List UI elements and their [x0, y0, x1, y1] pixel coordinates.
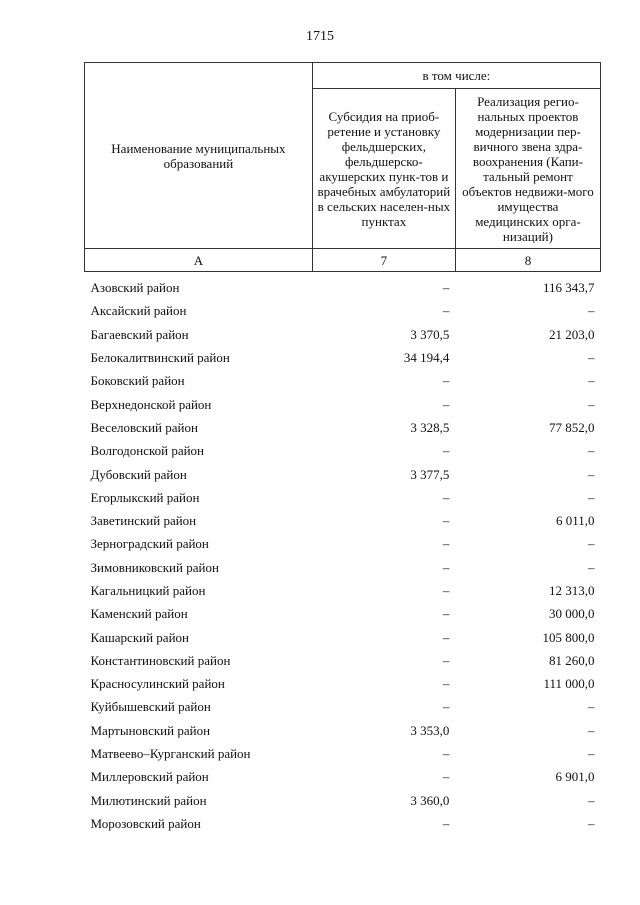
value-col-8: – [588, 303, 595, 319]
table-row [85, 556, 601, 579]
municipality-name: Волгодонской район [90, 443, 205, 459]
municipality-name: Милютинский район [90, 792, 207, 808]
municipality-name: Красносулинский район [90, 676, 225, 692]
value-col-8: – [588, 350, 595, 366]
municipality-name: Морозовский район [90, 815, 201, 831]
municipality-name: Миллеровский район [90, 769, 209, 785]
municipality-name: Мартыновский район [90, 722, 211, 738]
value-col-7: – [442, 559, 450, 575]
value-col-8: 77 852,0 [549, 419, 595, 435]
table-row [85, 625, 601, 648]
value-col-8: – [588, 815, 595, 831]
table-row [85, 812, 601, 835]
municipality-name: Багаевский район [90, 326, 189, 342]
municipality-name: Егорлыкский район [90, 489, 200, 505]
municipality-name: Константиновский район [90, 652, 231, 668]
municipality-name: Дубовский район [90, 466, 187, 482]
value-col-8: 12 313,0 [549, 583, 595, 598]
table-row [85, 462, 601, 485]
table-row [85, 392, 601, 415]
table-row [85, 486, 601, 509]
value-col-7: – [442, 746, 450, 762]
value-col-7: – [442, 280, 450, 296]
value-col-7: – [442, 629, 450, 645]
value-col-8: – [588, 443, 595, 459]
value-col-7: – [442, 513, 450, 529]
municipality-name: Кагальницкий район [90, 583, 206, 598]
header-letter-8: 8 [455, 249, 600, 272]
table-row [85, 719, 601, 742]
value-col-7: – [442, 699, 450, 715]
table-row [85, 299, 601, 322]
table-row [85, 649, 601, 672]
budget-table [84, 62, 601, 835]
value-col-8: – [588, 489, 595, 505]
municipality-name: Веселовский район [90, 419, 198, 435]
header-letter-7: 7 [312, 249, 455, 272]
municipality-name: Боковский район [90, 373, 185, 389]
value-col-7: – [442, 303, 450, 319]
value-col-8: – [588, 559, 595, 575]
value-col-7: 34 194,4 [403, 350, 450, 366]
table-row [85, 742, 601, 765]
municipality-name: Зерноградский район [90, 536, 209, 552]
value-col-7: 3 370,5 [410, 326, 450, 342]
municipality-name: Кашарский район [90, 629, 189, 645]
table-row [85, 323, 601, 346]
header-letter-a: А [85, 249, 313, 272]
value-col-8: – [588, 536, 595, 552]
header-col-8: Реализация регио-нальных проектов модернизации пер-вичного звена здра-воохранения (Капи-тальный ремонт объектов недвижи-мого имущества медицинских орга-низаций) [455, 89, 600, 249]
table-row [85, 602, 601, 625]
value-col-7: – [442, 396, 450, 412]
table-row [85, 272, 601, 300]
value-col-7: – [442, 652, 450, 668]
value-col-8: 30 000,0 [549, 606, 595, 622]
value-col-7: – [442, 815, 450, 831]
value-col-8: – [588, 722, 595, 738]
value-col-8: – [588, 746, 595, 762]
table-row [85, 346, 601, 369]
municipality-name: Аксайский район [90, 303, 187, 319]
value-col-7: – [442, 606, 450, 622]
header-including-group: в том числе: [312, 63, 600, 89]
value-col-7: – [442, 373, 450, 389]
value-col-7: 3 360,0 [410, 792, 450, 808]
value-col-8: 6 901,0 [555, 769, 595, 785]
value-col-7: – [442, 536, 450, 552]
value-col-8: 21 203,0 [549, 326, 595, 342]
table-row [85, 695, 601, 718]
value-col-8: 111 000,0 [543, 676, 595, 692]
table-row [85, 672, 601, 695]
value-col-8: 6 011,0 [555, 513, 595, 529]
table-row [85, 369, 601, 392]
table-row [85, 532, 601, 555]
page-number: 1715 [306, 29, 334, 44]
value-col-7: – [442, 443, 450, 459]
header-municipality-name: Наименование муниципальных образований [85, 63, 313, 249]
municipality-name: Верхнедонской район [90, 396, 212, 412]
value-col-7: – [442, 583, 450, 598]
table-row [85, 416, 601, 439]
value-col-7: – [442, 676, 450, 692]
municipality-name: Матвеево–Курганский район [90, 746, 251, 762]
value-col-7: 3 328,5 [410, 419, 450, 435]
value-col-8: – [588, 466, 595, 482]
table-row [85, 509, 601, 532]
value-col-7: 3 353,0 [410, 722, 450, 738]
value-col-8: 105 800,0 [542, 629, 595, 645]
municipality-name: Заветинский район [90, 513, 197, 529]
municipality-name: Куйбышевский район [90, 699, 211, 715]
header-col-7: Субсидия на приоб-ретение и установку фельдшерских, фельдшерско-акушерских пунк-тов и врачебных амбулаторий в сельских населен-ных пунктах [312, 89, 455, 249]
municipality-name: Каменский район [90, 606, 188, 622]
value-col-8: – [588, 699, 595, 715]
value-col-8: – [588, 396, 595, 412]
municipality-name: Зимовниковский район [90, 559, 219, 575]
value-col-7: – [442, 489, 450, 505]
table-row [85, 579, 601, 602]
table-row [85, 789, 601, 812]
municipality-name: Белокалитвинский район [90, 350, 230, 366]
table-row [85, 765, 601, 788]
value-col-8: 116 343,7 [542, 280, 595, 296]
value-col-8: – [588, 373, 595, 389]
municipality-name: Азовский район [90, 280, 180, 296]
value-col-7: 3 377,5 [410, 466, 450, 482]
value-col-8: 81 260,0 [549, 652, 595, 668]
value-col-8: – [588, 792, 595, 808]
table-row [85, 439, 601, 462]
value-col-7: – [442, 769, 450, 785]
